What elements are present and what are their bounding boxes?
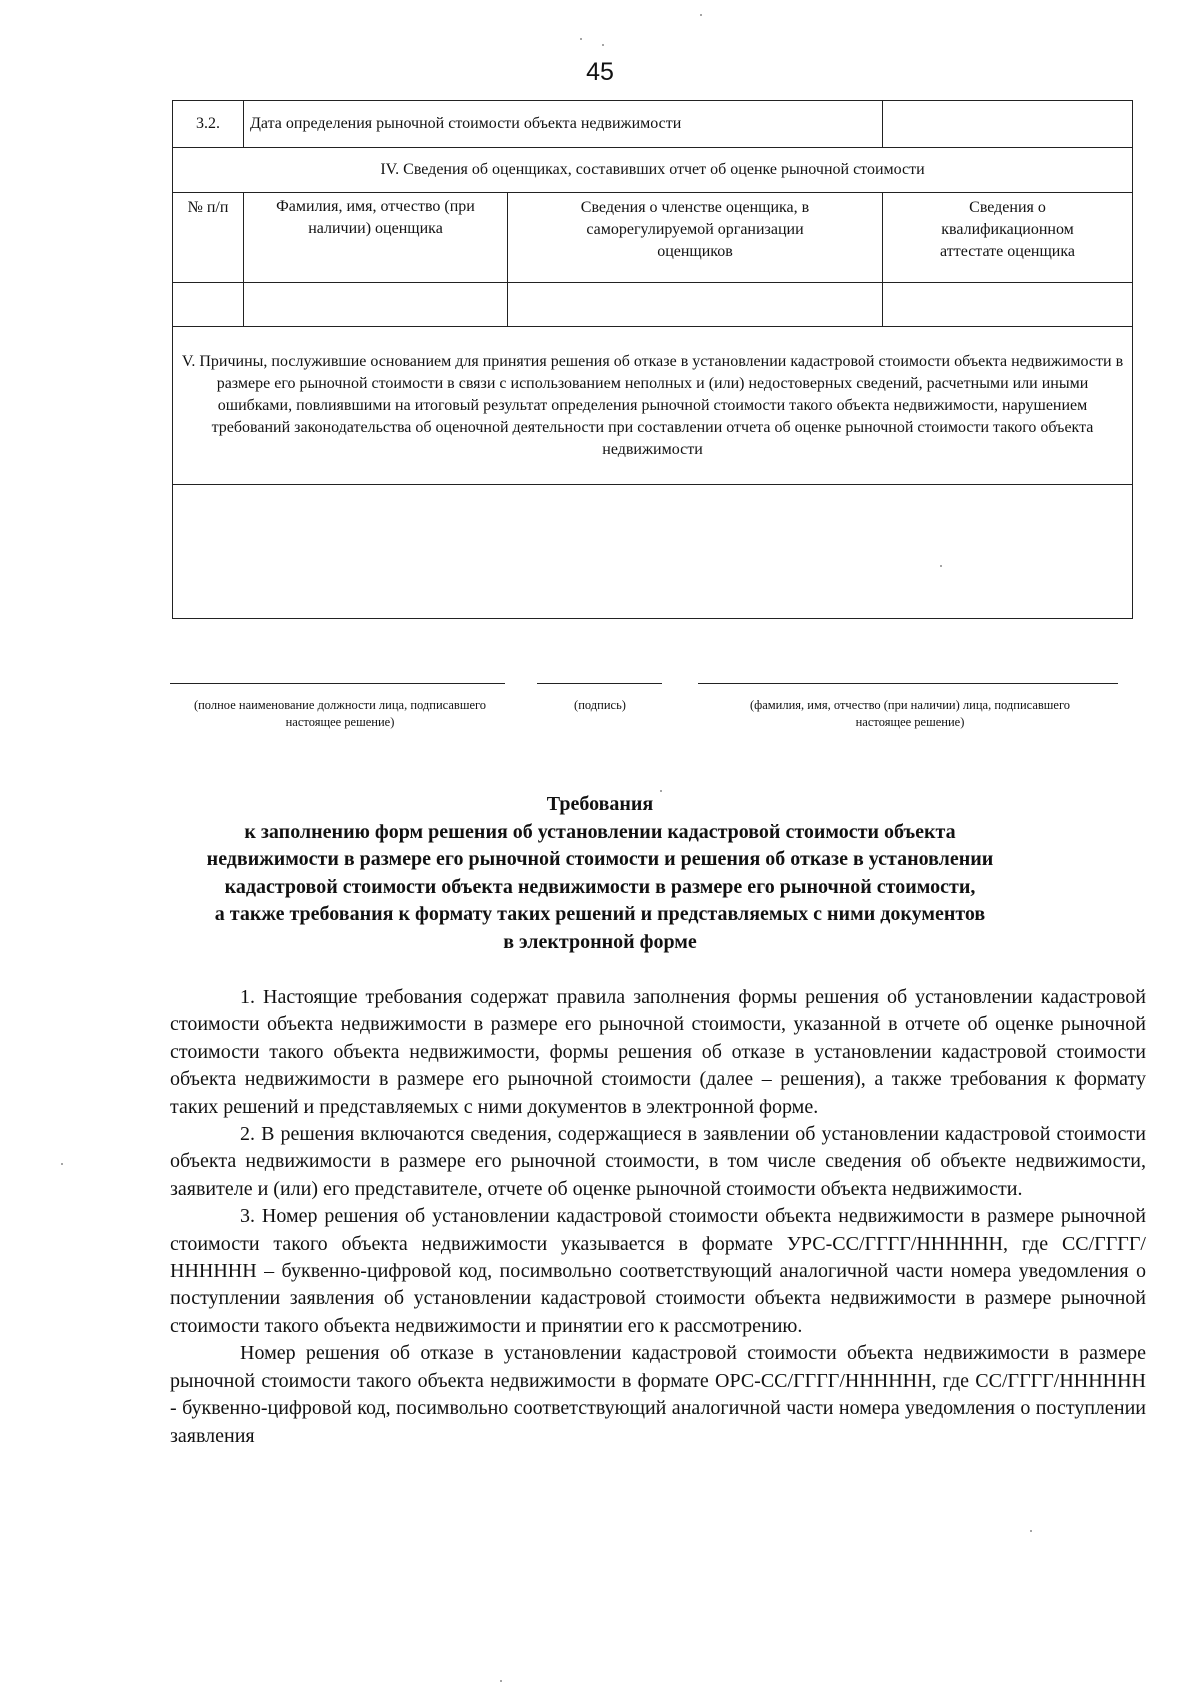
name-caption: (фамилия, имя, отчество (при наличии) лица, подписавшего настоящее решение): [749, 698, 1071, 729]
requirements-subtitle-line: кадастровой стоимости объекта недвижимости в размере его рыночной стоимости,: [224, 875, 976, 898]
scan-speck: [1030, 1530, 1032, 1532]
requirements-subtitle-line: к заполнению форм решения об установлении кадастровой стоимости объекта: [244, 820, 956, 843]
position-signature-line: [170, 683, 505, 684]
scan-speck: [940, 565, 942, 567]
paragraph-2: 2. В решения включаются сведения, содержащиеся в заявлении об установлении кадастровой стоимости объекта недвижимости в размере его рыночной стоимости, в том числе сведения об объекте недвижимости, заявителе и (или) его представителе, отчете об оценке рыночной стоимости объекта недвижимости.: [170, 1123, 1146, 1200]
name-signature-line: [698, 683, 1118, 684]
empty-cell[interactable]: [508, 283, 883, 327]
position-caption: (полное наименование должности лица, подписавшего настоящее решение): [193, 698, 487, 729]
requirements-title-block: [160, 791, 1040, 956]
scan-speck: [700, 14, 702, 16]
scan-speck: [580, 38, 582, 40]
requirements-title: Требования: [546, 793, 654, 815]
paragraph-3: 3. Номер решения об установлении кадастровой стоимости объекта недвижимости в размере рыночной стоимости такого объекта недвижимости указывается в формате УРС-СС/ГГГГ/НННННН, где СС/ГГГГ/НННННН – буквенно-цифровой код, посимвольно соответствующий аналогичной части номера уведомления о поступлении заявления об установлении кадастровой стоимости объекта недвижимости в размере рыночной стоимости такого объекта недвижимости и принятии его к рассмотрению.: [170, 1205, 1146, 1337]
signature-line: [537, 683, 662, 684]
column-header-qualification: Сведения о квалификационном аттестате оценщика: [883, 193, 1133, 283]
scan-speck: [61, 1163, 63, 1165]
requirements-body: [170, 984, 1146, 1450]
scan-speck: [602, 44, 604, 46]
column-header-number: № п/п: [173, 193, 244, 283]
appraisers-empty-row: [173, 283, 1133, 327]
empty-cell[interactable]: [883, 283, 1133, 327]
page-number: 45: [586, 58, 614, 86]
requirements-subtitle-line: недвижимости в размере его рыночной стоимости и решения об отказе в установлении: [206, 848, 994, 870]
row-value-cell[interactable]: [883, 101, 1133, 148]
section-v-title: V. Причины, послужившие основанием для принятия решения об отказе в установлении кадастровой стоимости объекта недвижимости в размере его рыночной стоимости в связи с использованием неполных и (или) недостоверных сведений, расчетными или иными ошибками, повлиявшими на итоговый результат определения рыночной стоимости такого объекта недвижимости, нарушением требований законодательства об оценочной деятельности при составлении отчета об оценке рыночной стоимости такого объекта недвижимости: [173, 327, 1133, 485]
row-3-2: [173, 101, 1133, 148]
row-number: 3.2.: [173, 101, 244, 148]
section-iv-title: IV. Сведения об оценщиках, составивших отчет об оценке рыночной стоимости: [173, 148, 1133, 193]
empty-cell[interactable]: [173, 283, 244, 327]
row-label: Дата определения рыночной стоимости объекта недвижимости: [244, 101, 883, 148]
scan-speck: [500, 1680, 502, 1682]
requirements-subtitle-line: в электронной форме: [503, 930, 697, 953]
empty-cell[interactable]: [244, 283, 508, 327]
column-header-sro-membership: Сведения о членстве оценщика, в саморегулируемой организации оценщиков: [508, 193, 883, 283]
signature-caption: (подпись): [574, 698, 626, 712]
paragraph-1: 1. Настоящие требования содержат правила заполнения формы решения об установлении кадастровой стоимости объекта недвижимости в размере его рыночной стоимости, указанной в отчете об оценке рыночной стоимости такого объекта недвижимости, формы решения об отказе в установлении кадастровой стоимости объекта недвижимости в размере его рыночной стоимости (далее – решения), а также требования к формату таких решений и представляемых с ними документов в электронной форме.: [170, 986, 1146, 1118]
reasons-cell[interactable]: [173, 485, 1133, 619]
report-info-table: [172, 100, 1133, 619]
section-v-content: [173, 485, 1133, 619]
paragraph-4: Номер решения об отказе в установлении кадастровой стоимости объекта недвижимости в размере рыночной стоимости такого объекта недвижимости в формате ОРС-СС/ГГГГ/НННННН, где СС/ГГГГ/НННННН - буквенно-цифровой код, посимвольно соответствующий аналогичной части номера уведомления о поступлении заявления: [170, 1342, 1146, 1447]
scan-speck: [660, 790, 662, 792]
section-iv-header: [173, 148, 1133, 193]
column-header-appraiser-name: Фамилия, имя, отчество (при наличии) оценщика: [244, 193, 508, 283]
section-v-header: [173, 327, 1133, 485]
requirements-subtitle-line: а также требования к формату таких решений и представляемых с ними документов: [214, 903, 986, 925]
appraisers-header-row: [173, 193, 1133, 283]
